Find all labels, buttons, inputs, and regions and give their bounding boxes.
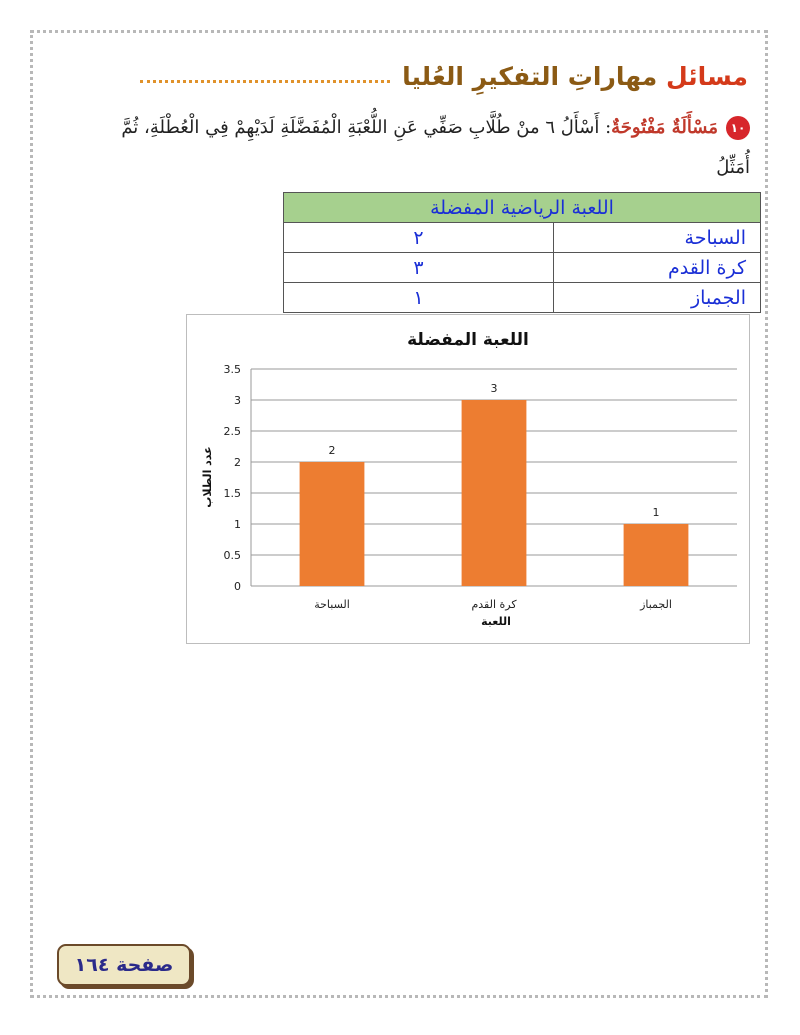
bar-chart [186,314,750,644]
y-tick-label: 2.5 [223,425,241,438]
y-tick-label: 0.5 [223,549,241,562]
table-cell-sport: كرة القدم [554,253,761,283]
y-tick-label: 0 [234,580,241,593]
chart-title: اللعبة المفضلة [407,330,529,350]
table-row [284,283,761,313]
bar [300,462,365,586]
section-title-rest: مهاراتِ التفكيرِ العُليا [402,61,658,91]
x-tick-label: السباحة [314,598,350,611]
y-tick-label: 3.5 [223,363,241,376]
problem-label: مَسْأَلَةٌ مَفْتُوحَةٌ [611,117,718,138]
data-label: 1 [652,506,660,519]
table-row [284,253,761,283]
section-title-accent: مسائل [665,61,748,91]
bar [624,524,689,586]
table-cell-count: ٢ [284,223,554,253]
y-axis-title: عدد الطلاب [201,446,214,508]
bar-chart-svg [187,315,749,643]
section-title [402,62,748,91]
y-tick-label: 1.5 [223,487,241,500]
table-cell-count: ٣ [284,253,554,283]
y-tick-label: 1 [234,518,241,531]
table-cell-sport: الجمباز [554,283,761,313]
table-cell-count: ١ [284,283,554,313]
section-heading [140,58,748,94]
x-tick-label: الجمباز [640,598,672,611]
data-label: 3 [490,382,498,395]
favorite-sport-table [283,192,761,313]
y-tick-label: 3 [234,394,241,407]
bar [462,400,527,586]
problem-number-badge: ١٠ [726,116,750,140]
table-cell-sport: السباحة [554,223,761,253]
page-number-badge: صفحة ١٦٤ [57,944,191,986]
x-axis-title: اللعبة [481,615,511,628]
table-header-row [284,193,761,223]
table-row [284,223,761,253]
heading-dotted-rule [140,80,390,83]
problem-text-line1: : أَسْأَلُ ٦ منْ طُلَّابِ صَفِّي عَنِ اللُّعْبَةِ الْمُفَضَّلَةِ لَدَيْهِمْ فِي الْعُطْلَةِ، ثُمَّ أُمَثِّلُ [121,117,750,178]
x-tick-label: كرة القدم [471,598,517,611]
table-header: اللعبة الرياضية المفضلة [284,193,761,223]
y-tick-label: 2 [234,456,241,469]
data-label: 2 [328,444,336,457]
